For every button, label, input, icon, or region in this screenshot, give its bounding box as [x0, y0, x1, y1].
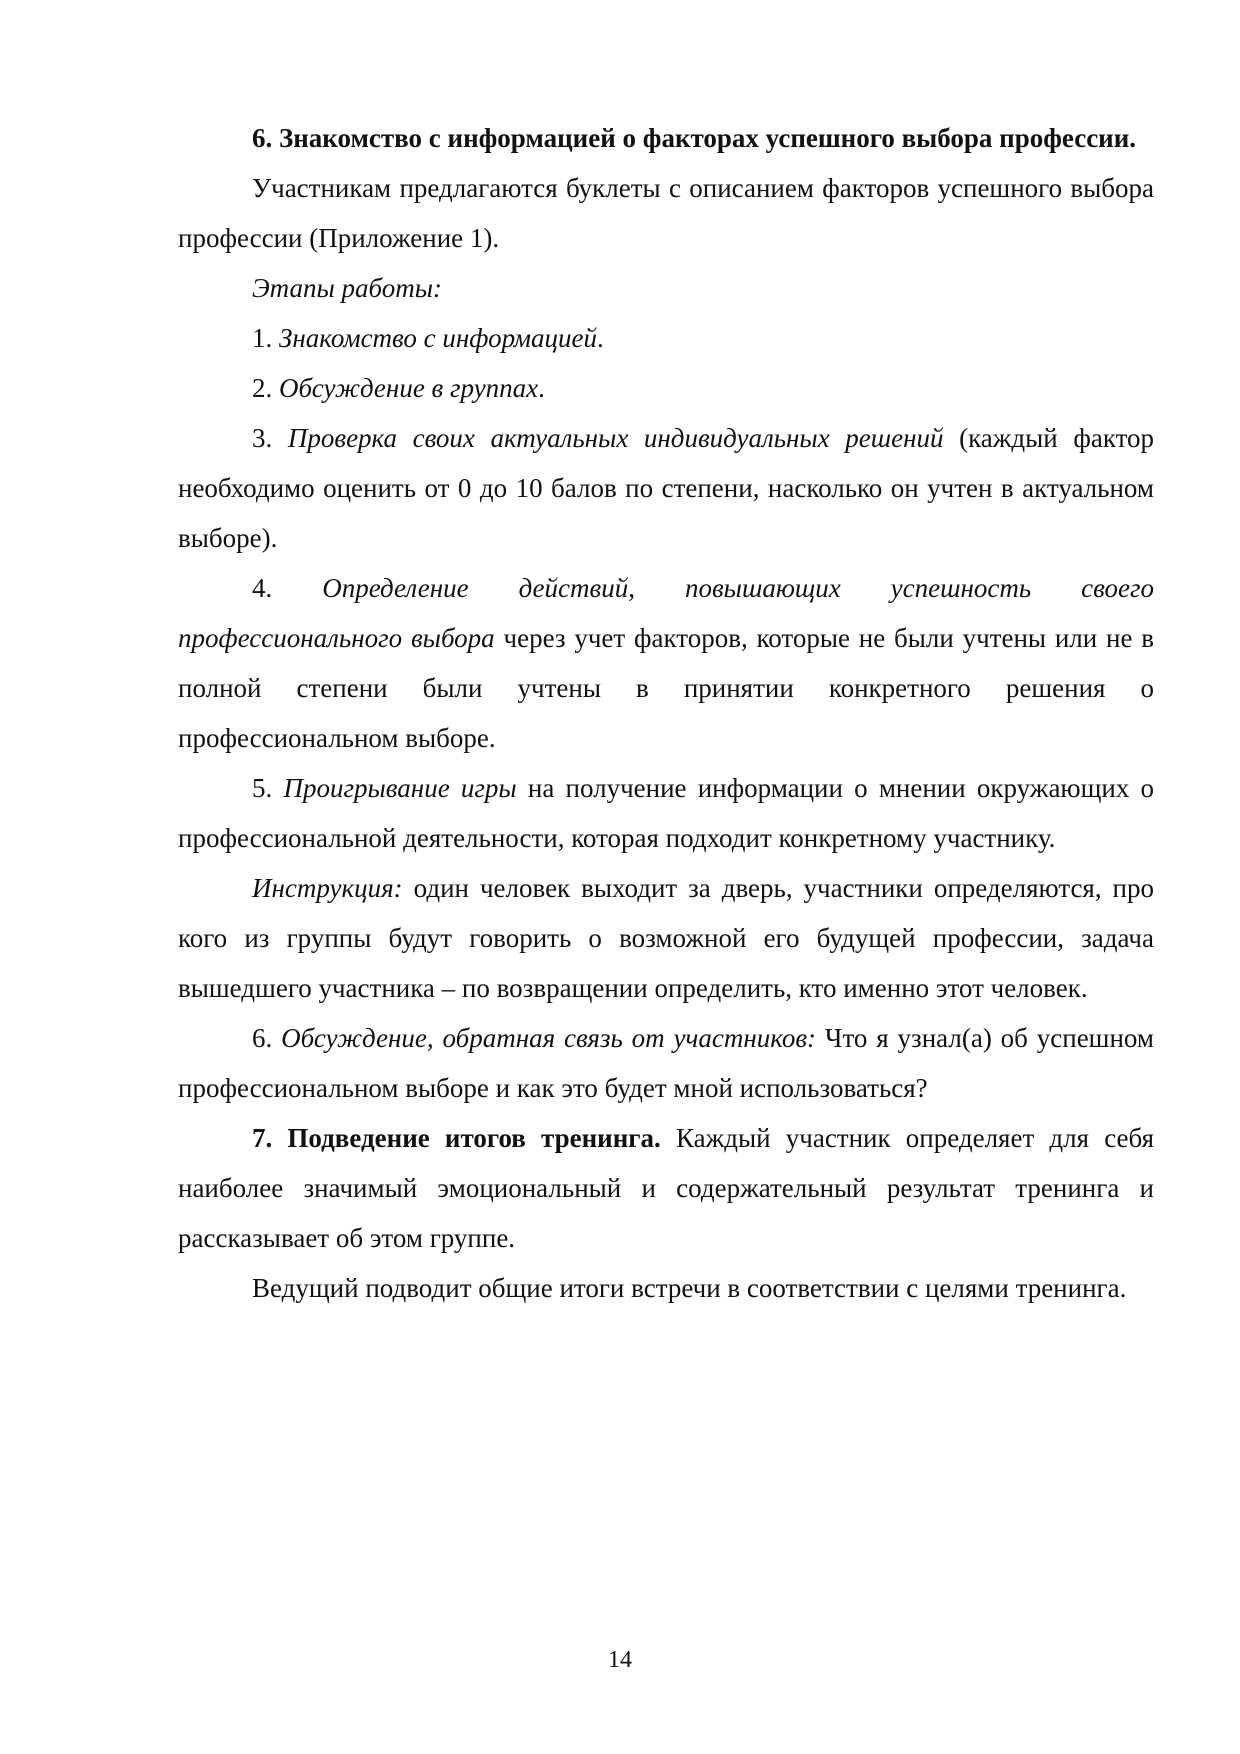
- page-number: 14: [608, 1647, 632, 1673]
- section-6-heading: 6. Знакомство с информацией о факторах успешного выбора профессии.: [252, 123, 1137, 153]
- instruction: Инструкция: один человек выходит за дверь, участники определяются, про кого из группы будут говорить о возможной его будущей профессии, задача вышедшего участника – по возвращении определить, кто именно этот человек.: [178, 873, 1154, 1003]
- stages-label: Этапы работы:: [252, 273, 443, 303]
- section-7: 7. Подведение итогов тренинга. Каждый участник определяет для себя наиболее значимый эмоциональный и содержательный результат тренинга и рассказывает об этом группе.: [178, 1123, 1154, 1253]
- page-body: [178, 113, 1154, 1313]
- closing-paragraph: Ведущий подводит общие итоги встречи в соответствии с целями тренинга.: [252, 1273, 1127, 1303]
- step-1: 1. Знакомство с информацией.: [252, 323, 604, 353]
- step-6: 6. Обсуждение, обратная связь от участников: Что я узнал(а) об успешном профессиональном выборе и как это будет мной использоваться?: [178, 1023, 1154, 1103]
- step-5: 5. Проигрывание игры на получение информации о мнении окружающих о профессиональной деятельности, которая подходит конкретному участнику.: [178, 773, 1155, 853]
- step-4: 4. Определение действий, повышающих успешность своего профессионального выбора через учет факторов, которые не были учтены или не в полной степени были учтены в принятии конкретного решения о профессиональном выборе.: [178, 573, 1154, 753]
- section-6-intro: Участникам предлагаются буклеты с описанием факторов успешного выбора профессии (Приложение 1).: [178, 173, 1154, 253]
- step-2: 2. Обсуждение в группах.: [252, 373, 545, 403]
- section-7-heading: 7. Подведение итогов тренинга.: [252, 1123, 661, 1153]
- step-3: 3. Проверка своих актуальных индивидуальных решений (каждый фактор необходимо оценить от 0 до 10 балов по степени, насколько он учтен в актуальном выборе).: [178, 423, 1155, 553]
